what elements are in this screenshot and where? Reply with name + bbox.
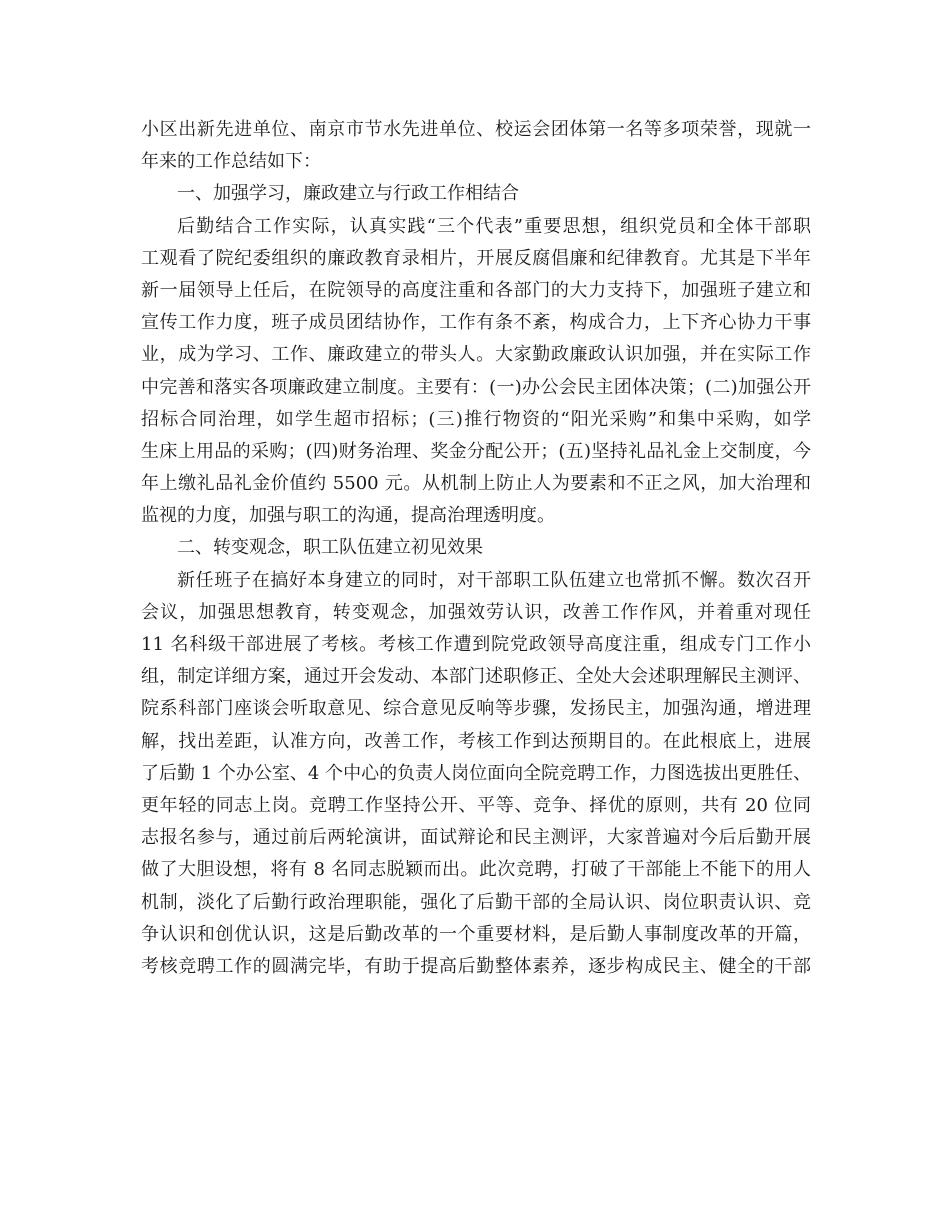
paragraph-line: 新任班子在搞好本身建立的同时，对干部职工队伍建立也常抓不懈。数次召开 — [177, 569, 811, 591]
paragraph-line: 招标合同治理，如学生超市招标；(三)推行物资的“阳光采购”和集中采购，如学 — [141, 408, 811, 430]
paragraph-line: 志报名参与，通过前后两轮演讲，面试辩论和民主测评，大家普遍对今后后勤开展 — [141, 827, 811, 849]
paragraph-line: 争认识和创优认识，这是后勤改革的一个重要材料，是后勤人事制度改革的开篇， — [141, 923, 811, 945]
paragraph-line: 了后勤 1 个办公室、4 个中心的负责人岗位面向全院竞聘工作，力图选拔出更胜任、 — [141, 762, 812, 784]
paragraph-line: 会议，加强思想教育，转变观念，加强效劳认识，改善工作作风，并着重对现任 — [141, 601, 811, 623]
paragraph-line: 中完善和落实各项廉政建立制度。主要有：(一)办公会民主团体决策；(二)加强公开 — [141, 376, 811, 398]
paragraph-line: 更年轻的同志上岗。竞聘工作坚持公开、平等、竞争、择优的原则，共有 20 位同 — [141, 794, 811, 816]
document-body — [141, 114, 811, 983]
paragraph-line: 生床上用品的采购；(四)财务治理、奖金分配公开；(五)坚持礼品礼金上交制度，今 — [141, 440, 811, 462]
paragraph-line: 解，找出差距，认准方向，改善工作，考核工作到达预期目的。在此根底上，进展 — [141, 730, 811, 752]
paragraph-line: 院系科部门座谈会听取意见、综合意见反响等步骤，发扬民主，加强沟通，增进理 — [141, 698, 811, 720]
paragraph-line: 考核竞聘工作的圆满完毕，有助于提高后勤整体素养，逐步构成民主、健全的干部 — [141, 955, 811, 977]
paragraph-line: 新一届领导上任后，在院领导的高度注重和各部门的大力支持下，加强班子建立和 — [141, 279, 811, 301]
section-heading: 二、转变观念，职工队伍建立初见效果 — [177, 537, 483, 559]
paragraph-line: 机制，淡化了后勤行政治理职能，强化了后勤干部的全局认识、岗位职责认识、竞 — [141, 891, 811, 913]
paragraph-line: 组，制定详细方案，通过开会发动、本部门述职修正、全处大会述职理解民主测评、 — [141, 666, 811, 688]
paragraph-line: 做了大胆设想，将有 8 名同志脱颖而出。此次竞聘，打破了干部能上不能下的用人 — [141, 859, 811, 881]
section-heading: 一、加强学习，廉政建立与行政工作相结合 — [177, 183, 519, 205]
paragraph-line: 宣传工作力度，班子成员团结协作，工作有条不紊，构成合力，上下齐心协力干事 — [141, 312, 811, 334]
paragraph-line: 后勤结合工作实际，认真实践“三个代表”重要思想，组织党员和全体干部职 — [177, 215, 811, 237]
paragraph-line: 年上缴礼品礼金价值约 5500 元。从机制上防止人为要素和不正之风，加大治理和 — [141, 473, 811, 495]
paragraph-line: 监视的力度，加强与职工的沟通，提高治理透明度。 — [141, 505, 555, 527]
paragraph-line: 年来的工作总结如下： — [141, 151, 321, 173]
paragraph-line: 工观看了院纪委组织的廉政教育录相片，开展反腐倡廉和纪律教育。尤其是下半年 — [141, 247, 811, 269]
paragraph-line: 11 名科级干部进展了考核。考核工作遭到院党政领导高度注重，组成专门工作小 — [141, 634, 811, 655]
paragraph-line: 业，成为学习、工作、廉政建立的带头人。大家勤政廉政认识加强，并在实际工作 — [141, 344, 811, 366]
paragraph-line: 小区出新先进单位、南京市节水先进单位、校运会团体第一名等多项荣誉，现就一 — [141, 119, 811, 140]
